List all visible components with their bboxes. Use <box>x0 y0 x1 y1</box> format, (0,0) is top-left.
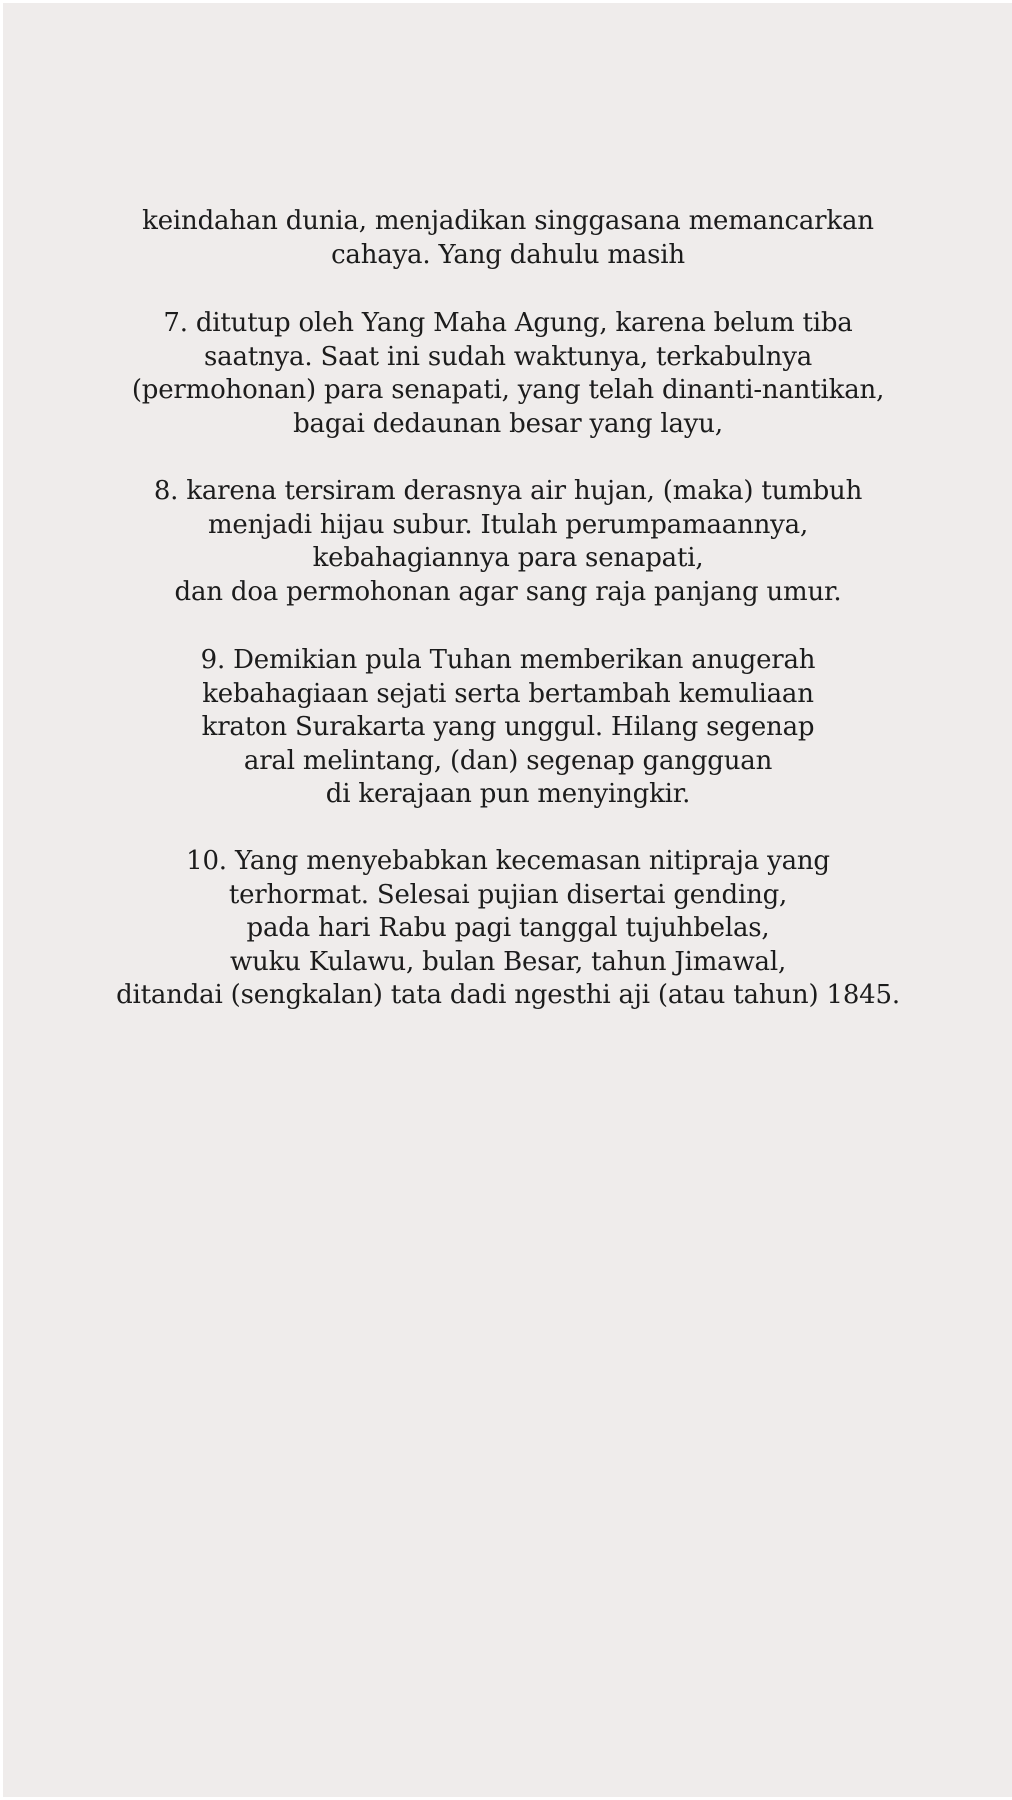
verse-7 <box>3 307 1012 441</box>
verse-line: wuku Kulawu, bulan Besar, tahun Jimawal, <box>229 946 787 977</box>
verse-line: (permohonan) para senapati, yang telah dinanti-nantikan, <box>131 375 885 405</box>
verse-line: kebahagiannya para senapati, <box>312 543 704 573</box>
verse-line: di kerajaan pun menyingkir. <box>325 779 691 809</box>
verse-line: 9. Demikian pula Tuhan memberikan anugerah <box>200 645 816 675</box>
verse-line: pada hari Rabu pagi tanggal tujuhbelas, <box>246 913 770 943</box>
verse-8 <box>3 475 1012 609</box>
verse-line: bagai dedaunan besar yang layu, <box>293 408 723 439</box>
verse-line: kraton Surakarta yang unggul. Hilang segenap <box>201 712 815 742</box>
document-page <box>3 3 1012 1797</box>
verse-line: menjadi hijau subur. Itulah perumpamaannya, <box>207 509 809 540</box>
verse-9 <box>3 644 1012 812</box>
verse-line: terhormat. Selesai pujian disertai gending, <box>228 879 788 910</box>
verse-line: 7. ditutup oleh Yang Maha Agung, karena belum tiba <box>163 308 853 338</box>
verse-line: kebahagiaan sejati serta bertambah kemuliaan <box>202 678 814 709</box>
verse-line: ditandai (sengkalan) tata dadi ngesthi aji (atau tahun) 1845. <box>116 980 900 1010</box>
verse-line: cahaya. Yang dahulu masih <box>331 239 685 270</box>
verse-line: saatnya. Saat ini sudah waktunya, terkabulnya <box>204 341 812 372</box>
verse-line: aral melintang, (dan) segenap gangguan <box>243 745 773 776</box>
verse-10 <box>3 845 1012 1013</box>
verse-continuation <box>3 205 1012 272</box>
verse-line: keindahan dunia, menjadikan singgasana memancarkan <box>142 206 874 236</box>
verse-line: 8. karena tersiram derasnya air hujan, (maka) tumbuh <box>153 476 863 506</box>
verse-line: 10. Yang menyebabkan kecemasan nitipraja yang <box>186 846 830 876</box>
verse-line: dan doa permohonan agar sang raja panjang umur. <box>174 576 842 607</box>
